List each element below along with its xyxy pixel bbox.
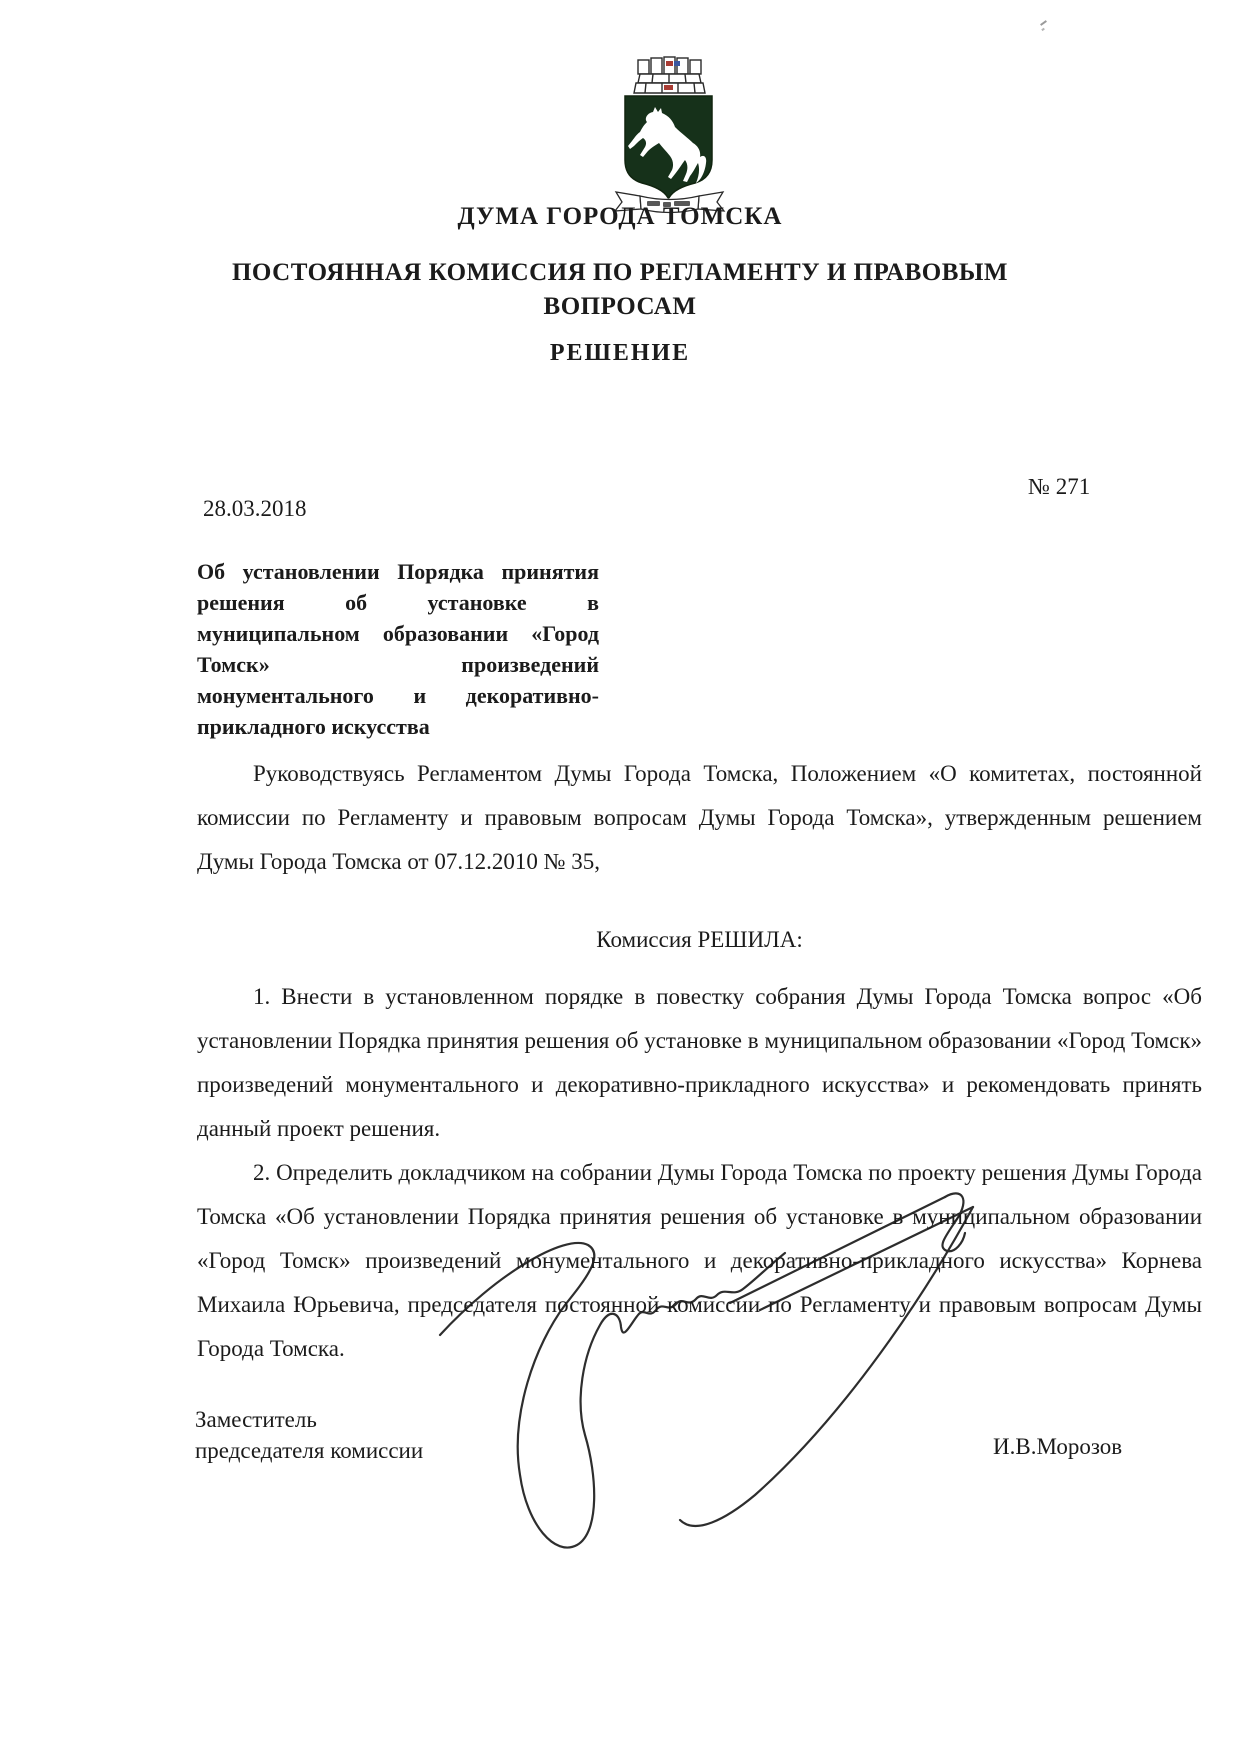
scan-artifact xyxy=(1040,20,1047,26)
resolution-item-2: 2. Определить докладчиком на собрании Думы Города Томска по проекту решения Думы Города Томска «Об установлении Порядка принятия решения об установке в муниципальном образовании «Город Томск» произведений монументального и декоративно-прикладного искусства» Корнева Михаила Юрьевича, председателя постоянной комиссии по Регламенту и правовым вопросам Думы Города Томска. xyxy=(197,1160,1202,1361)
handwritten-signature xyxy=(425,1185,1005,1565)
tomsk-coat-of-arms-icon xyxy=(552,50,784,218)
subject-line: прикладного искусства xyxy=(197,714,430,739)
signer-position xyxy=(195,1404,423,1466)
org-title: ДУМА ГОРОДА ТОМСКА xyxy=(457,203,783,230)
signer-position-line1: Заместитель xyxy=(195,1407,317,1432)
commission-title-line2: ВОПРОСАМ xyxy=(543,293,697,320)
subject-line: решения об установке в xyxy=(197,590,599,615)
subject-block xyxy=(197,556,599,742)
document-date: 28.03.2018 xyxy=(203,496,307,521)
subject-line: Об установлении Порядка принятия xyxy=(197,559,599,584)
subject-line: монументального и декоративно- xyxy=(197,683,599,708)
subject-line: Томск» произведений xyxy=(197,652,599,677)
subject-line: муниципальном образовании «Город xyxy=(197,621,599,646)
commission-title xyxy=(0,256,1240,324)
commission-title-line1: ПОСТОЯННАЯ КОМИССИЯ ПО РЕГЛАМЕНТУ И ПРАВОВЫМ xyxy=(231,259,1009,286)
signer-name: И.В.Морозов xyxy=(993,1434,1123,1459)
resolution-item-1: 1. Внести в установленном порядке в повестку собрания Думы Города Томска вопрос «Об установлении Порядка принятия решения об установке в муниципальном образовании «Город Томск» произведений монументального и декоративно-прикладного искусства» и рекомендовать принять данный проект решения. xyxy=(197,984,1202,1141)
document-type-heading: РЕШЕНИЕ xyxy=(549,340,691,366)
resolution-heading: Комиссия РЕШИЛА: xyxy=(596,927,803,952)
signer-position-line2: председателя комиссии xyxy=(195,1438,424,1463)
preamble-paragraph: Руководствуясь Регламентом Думы Города Томска, Положением «О комитетах, постоянной комиссии по Регламенту и правовым вопросам Думы Города Томска», утвержденным решением Думы Города Томска от 07.12.2010 № 35, xyxy=(197,761,1202,874)
document-number: № 271 xyxy=(1028,474,1091,499)
